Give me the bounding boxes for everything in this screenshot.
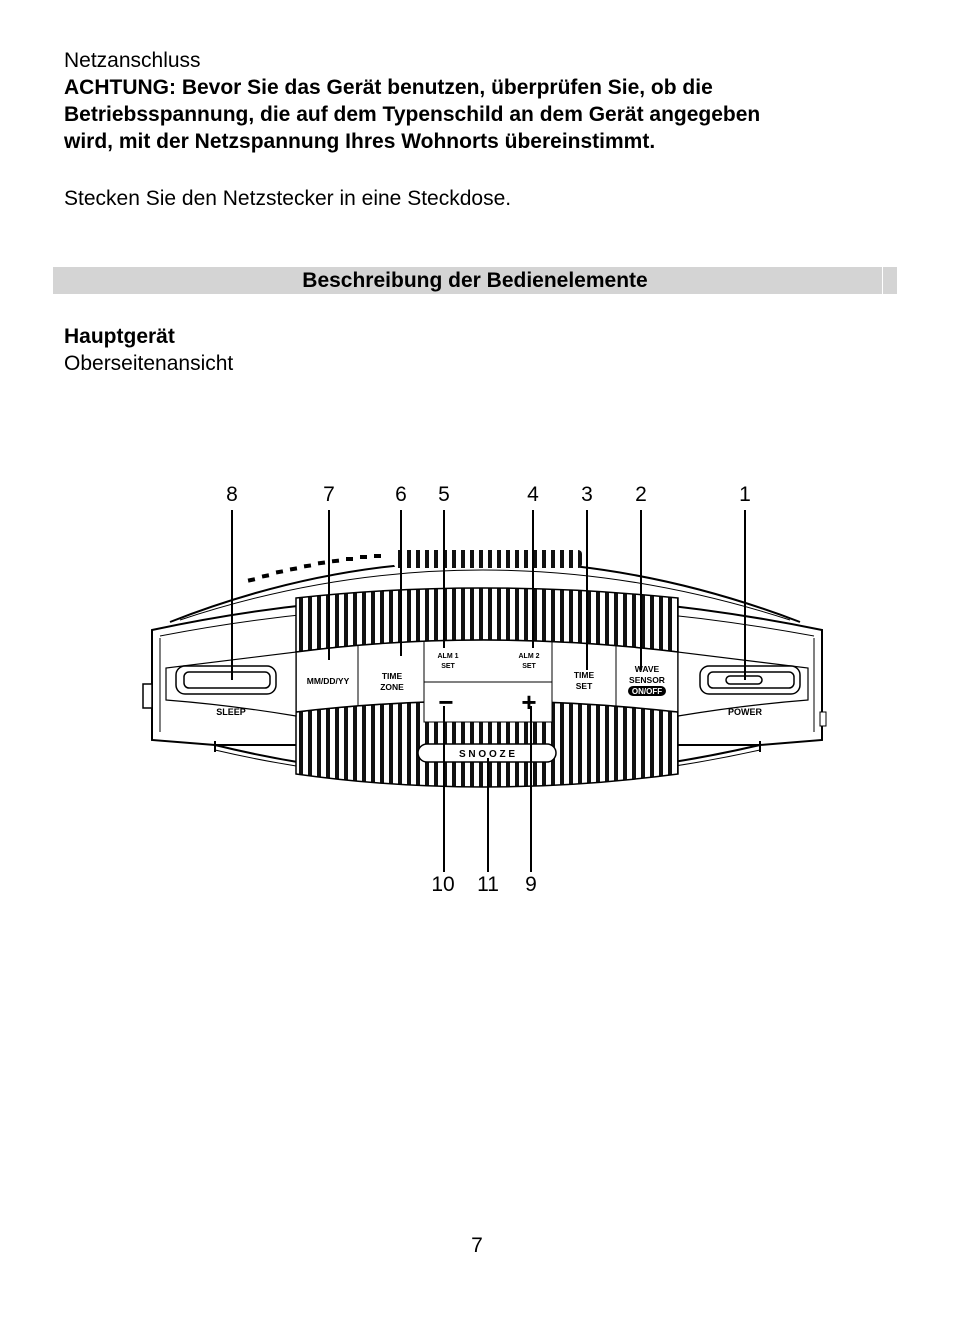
sleep-label: SLEEP — [216, 707, 246, 717]
callout-10: 10 — [431, 873, 455, 896]
mmddyy-label: MM/DD/YY — [306, 676, 350, 686]
time-set-label-1: TIME — [573, 670, 595, 680]
section-title: Beschreibung der Bedienelemente — [302, 269, 648, 292]
callout-2: 2 — [635, 483, 647, 506]
callout-8: 8 — [226, 483, 238, 506]
time-zone-label-2: ZONE — [380, 682, 404, 692]
callout-4: 4 — [527, 483, 539, 506]
alm2-label-1: ALM 2 — [518, 653, 540, 660]
callout-5: 5 — [438, 483, 450, 506]
minus-label: − — [438, 687, 454, 717]
time-set-label-2: SET — [575, 681, 593, 691]
callout-3: 3 — [581, 483, 593, 506]
wave-label-3: ON/OFF — [631, 687, 663, 696]
plus-label: + — [521, 687, 537, 717]
warning-line-1: ACHTUNG: Bevor Sie das Gerät benutzen, überprüfen Sie, ob die — [64, 76, 713, 99]
top-view-label: Oberseitenansicht — [64, 352, 234, 375]
callout-9: 9 — [525, 873, 537, 896]
alm2-label-2: SET — [522, 663, 536, 670]
power-label: POWER — [727, 707, 763, 717]
callout-6: 6 — [395, 483, 407, 506]
wave-label-1: WAVE — [634, 664, 660, 674]
callout-1: 1 — [739, 483, 751, 506]
alm1-label-2: SET — [441, 663, 455, 670]
callout-7: 7 — [323, 483, 335, 506]
plug-instruction: Stecken Sie den Netzstecker in eine Steckdose. — [64, 187, 512, 210]
wave-label-2: SENSOR — [629, 675, 665, 685]
time-zone-label-1: TIME — [381, 671, 403, 681]
snooze-label: S N O O Z E — [458, 749, 516, 760]
power-heading: Netzanschluss — [64, 49, 201, 72]
main-unit-heading: Hauptgerät — [64, 325, 175, 348]
warning-line-2: Betriebsspannung, die auf dem Typenschild an dem Gerät angegeben — [64, 103, 761, 126]
callout-11: 11 — [477, 873, 499, 896]
page-number: 7 — [471, 1234, 483, 1257]
alm1-label-1: ALM 1 — [437, 653, 459, 660]
warning-line-3: wird, mit der Netzspannung Ihres Wohnorts übereinstimmt. — [64, 130, 656, 153]
